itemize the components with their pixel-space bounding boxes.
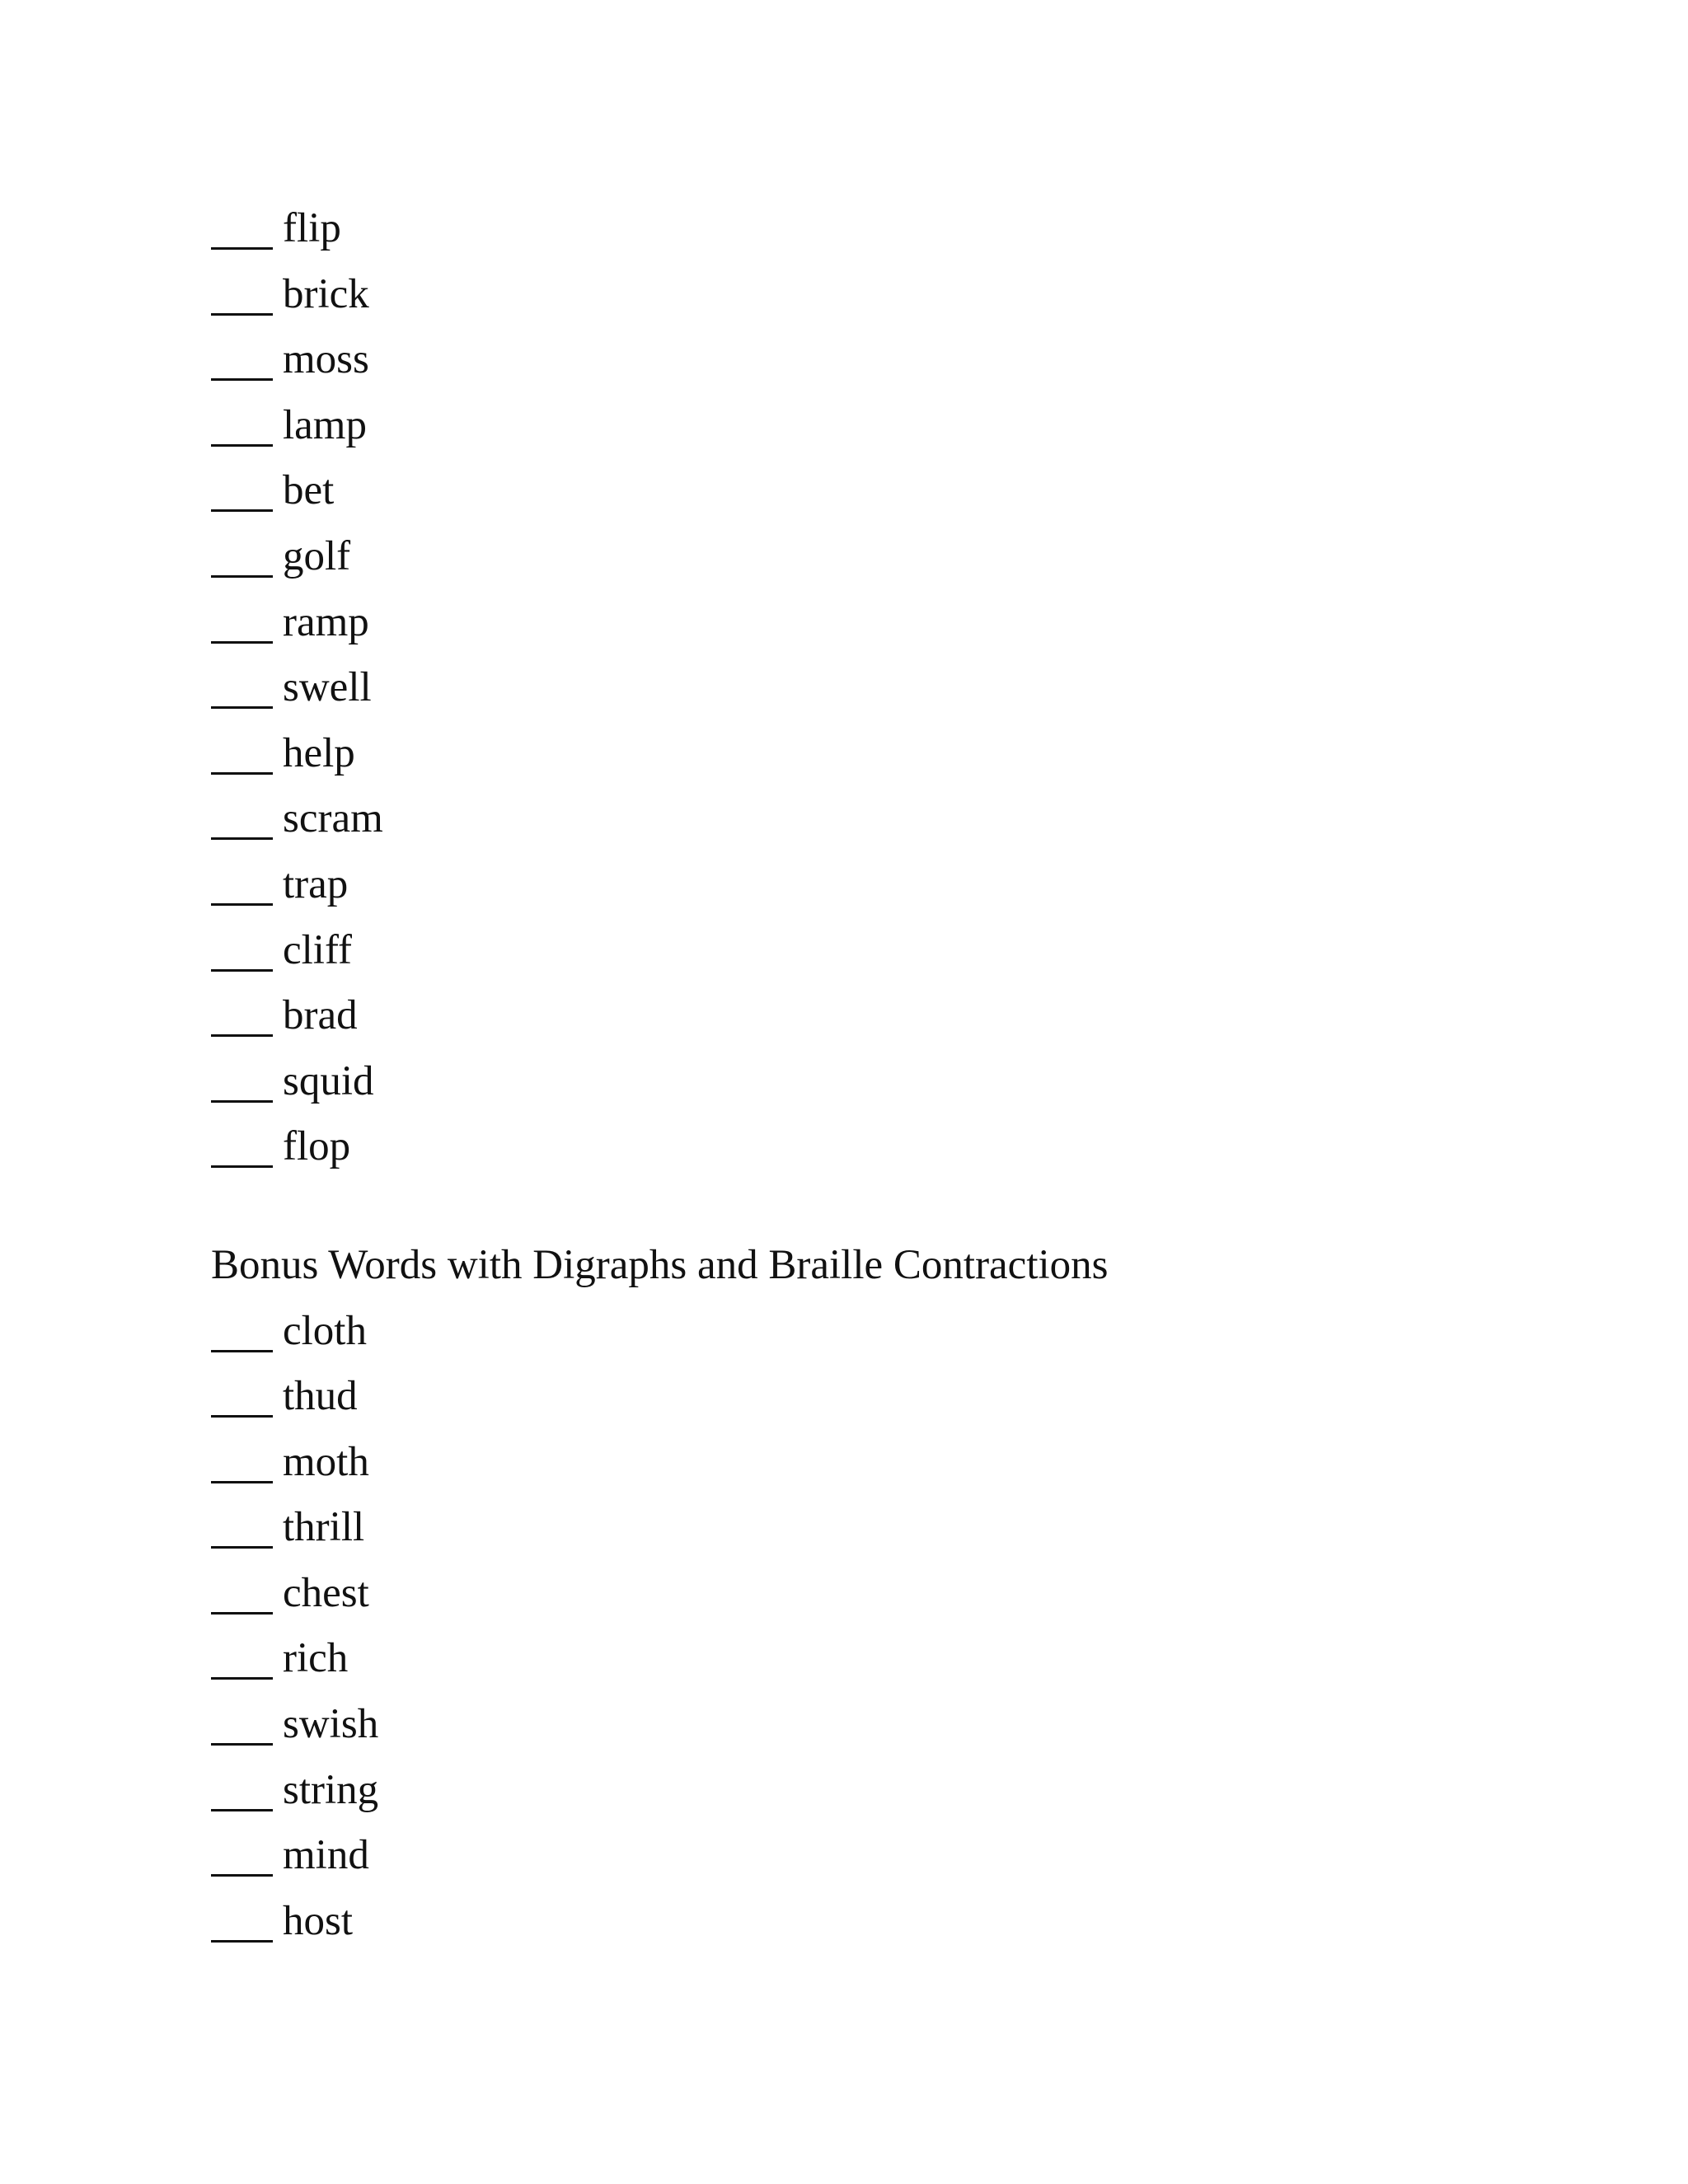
- word-row: [211, 1823, 1612, 1889]
- word-row: [211, 458, 1612, 524]
- word-row: [211, 393, 1612, 459]
- word-label: bet: [283, 467, 335, 514]
- word-row: [211, 721, 1612, 787]
- word-row: [211, 1889, 1612, 1955]
- word-label: brick: [283, 270, 369, 317]
- answer-blank[interactable]: [211, 458, 273, 512]
- word-row: [211, 1692, 1612, 1758]
- word-label: cloth: [283, 1307, 367, 1354]
- answer-blank[interactable]: [211, 1495, 273, 1549]
- word-row: [211, 655, 1612, 721]
- word-row: [211, 1626, 1612, 1692]
- word-label: lamp: [283, 401, 367, 448]
- word-label: swish: [283, 1701, 379, 1748]
- word-label: help: [283, 729, 355, 776]
- word-row: [211, 1561, 1612, 1627]
- word-row: [211, 524, 1612, 590]
- answer-blank[interactable]: [211, 1823, 273, 1877]
- answer-blank[interactable]: [211, 1430, 273, 1483]
- answer-blank[interactable]: [211, 918, 273, 972]
- word-row: [211, 983, 1612, 1049]
- answer-blank[interactable]: [211, 1626, 273, 1680]
- worksheet-page: [211, 196, 1612, 1954]
- word-row: [211, 918, 1612, 984]
- answer-blank[interactable]: [211, 721, 273, 775]
- word-label: swell: [283, 664, 372, 711]
- word-label: thrill: [283, 1504, 365, 1551]
- answer-blank[interactable]: [211, 1561, 273, 1615]
- bonus-section: [211, 1233, 1612, 1955]
- answer-blank[interactable]: [211, 1049, 273, 1103]
- word-label: moss: [283, 336, 369, 383]
- answer-blank[interactable]: [211, 590, 273, 644]
- word-label: brad: [283, 992, 358, 1039]
- main-word-list: [211, 196, 1612, 1180]
- word-label: scram: [283, 795, 383, 842]
- answer-blank[interactable]: [211, 1889, 273, 1943]
- word-label: string: [283, 1766, 379, 1813]
- answer-blank[interactable]: [211, 262, 273, 316]
- word-label: ramp: [283, 598, 369, 645]
- word-row: [211, 196, 1612, 262]
- word-row: [211, 1114, 1612, 1180]
- answer-blank[interactable]: [211, 1114, 273, 1168]
- word-row: [211, 262, 1612, 328]
- word-row: [211, 590, 1612, 656]
- answer-blank[interactable]: [211, 655, 273, 709]
- bonus-heading: Bonus Words with Digraphs and Braille Contractions: [211, 1241, 1109, 1288]
- word-row: [211, 1495, 1612, 1561]
- word-row: [211, 852, 1612, 918]
- word-row: [211, 327, 1612, 393]
- answer-blank[interactable]: [211, 1692, 273, 1746]
- answer-blank[interactable]: [211, 196, 273, 250]
- word-label: flop: [283, 1123, 351, 1170]
- word-label: flip: [283, 205, 341, 251]
- word-label: trap: [283, 860, 349, 907]
- answer-blank[interactable]: [211, 1364, 273, 1418]
- answer-blank[interactable]: [211, 1299, 273, 1352]
- answer-blank[interactable]: [211, 327, 273, 381]
- answer-blank[interactable]: [211, 852, 273, 906]
- word-label: rich: [283, 1635, 349, 1682]
- word-row: [211, 1049, 1612, 1115]
- word-row: [211, 1299, 1612, 1365]
- word-row: [211, 1758, 1612, 1824]
- word-label: chest: [283, 1569, 369, 1616]
- word-label: golf: [283, 532, 351, 579]
- answer-blank[interactable]: [211, 983, 273, 1037]
- word-label: host: [283, 1897, 354, 1944]
- answer-blank[interactable]: [211, 786, 273, 840]
- word-label: cliff: [283, 926, 353, 973]
- word-label: moth: [283, 1438, 369, 1485]
- word-row: [211, 1364, 1612, 1430]
- word-label: thud: [283, 1373, 358, 1420]
- word-label: squid: [283, 1057, 374, 1104]
- word-row: [211, 786, 1612, 852]
- word-row: [211, 1430, 1612, 1496]
- section-gap: [211, 1180, 1612, 1233]
- answer-blank[interactable]: [211, 524, 273, 578]
- answer-blank[interactable]: [211, 393, 273, 447]
- word-label: mind: [283, 1832, 369, 1879]
- answer-blank[interactable]: [211, 1758, 273, 1811]
